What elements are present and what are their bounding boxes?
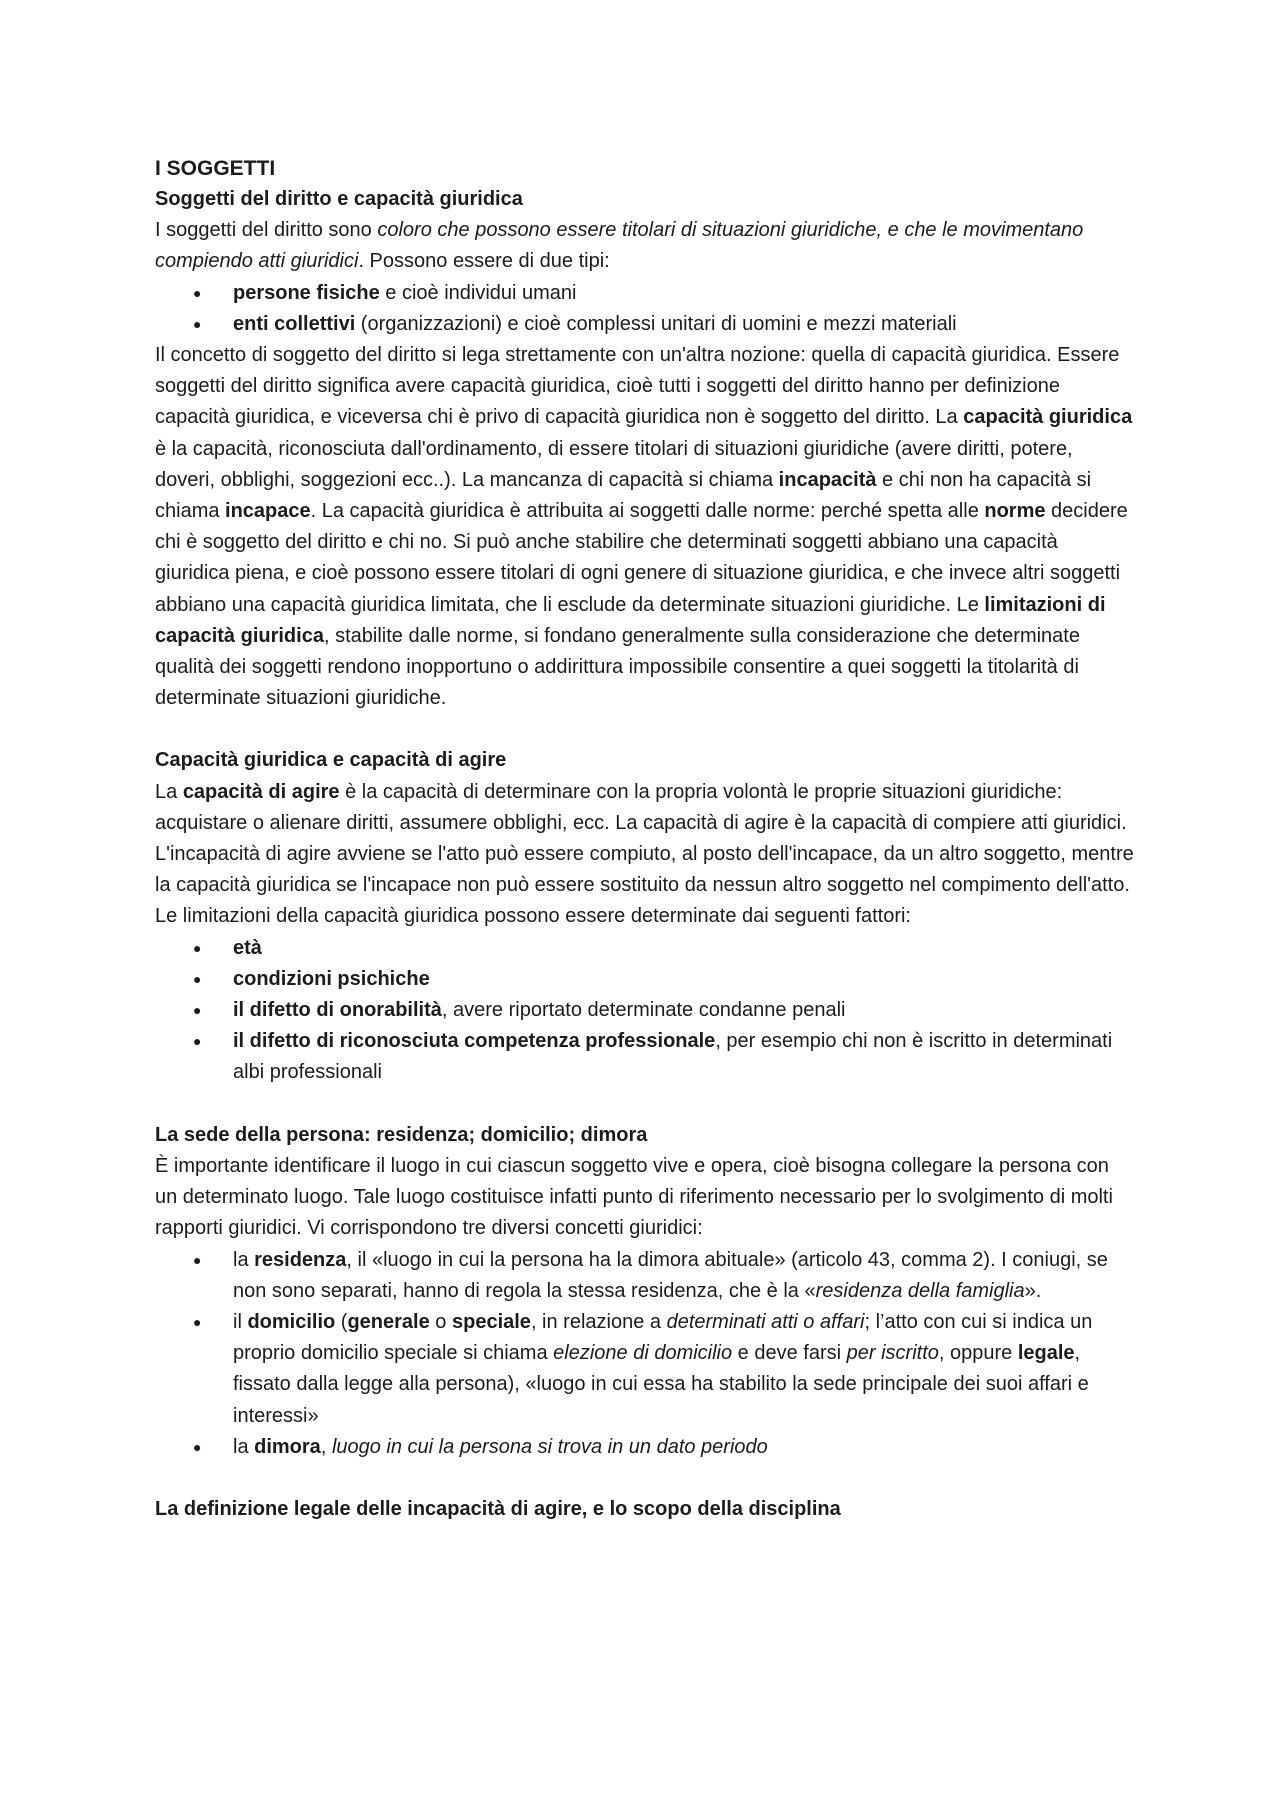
text-run: o xyxy=(429,1310,452,1333)
italic-text: luogo in cui la persona si trova in un dato periodo xyxy=(331,1435,768,1458)
spacer xyxy=(155,1463,1135,1494)
paragraph xyxy=(155,215,1135,277)
text-run: . Possono essere di due tipi: xyxy=(358,250,610,273)
spacer xyxy=(155,714,1135,745)
text-run: I soggetti del diritto sono xyxy=(155,219,378,242)
document-body xyxy=(155,153,1135,1525)
bold-text: condizioni psichiche xyxy=(233,967,430,990)
bold-text: generale xyxy=(347,1310,430,1333)
text-run: , stabilite dalle norme, si fondano generalmente sulla considerazione che determinate qualità dei soggetti rendono inopportuno o addirittura impossibile consentire a quei soggetti la titolarità di determinate situazioni giuridiche. xyxy=(155,624,1080,710)
bold-text: incapace xyxy=(225,500,311,523)
list-item xyxy=(233,964,1135,995)
bold-text: capacità di agire xyxy=(182,780,340,803)
bold-text: capacità giuridica xyxy=(963,406,1133,429)
text-run: la xyxy=(233,1435,255,1458)
bold-text: incapacità xyxy=(778,468,877,491)
text-run: decidere chi è soggetto del diritto e chi no. Si può anche stabilire che determinati soggetti abbiano una capacità giuridica piena, e cioè possono essere titolari di ogni genere di situazione giuridica, e che invece altri soggetti abbiano una capacità giuridica limitata, che li esclude da determinate situazioni giuridiche. Le xyxy=(155,500,1128,616)
text-run: ; l’atto con cui si indica un proprio domicilio speciale si chiama xyxy=(233,1310,1093,1365)
paragraph: È importante identificare il luogo in cui ciascun soggetto vive e opera, cioè bisogna collegare la persona con un determinato luogo. Tale luogo costituisce infatti punto di riferimento necessario per lo svolgimento di molti rapporti giuridici. Vi corrispondono tre diversi concetti giuridici: xyxy=(155,1154,1113,1240)
list-item-residenza xyxy=(233,1245,1135,1307)
section-incapacita-di-agire xyxy=(155,1494,1135,1525)
section-heading: Capacità giuridica e capacità di agire xyxy=(155,749,507,772)
bullet-list xyxy=(155,278,1135,340)
paragraph xyxy=(155,340,1135,714)
section-soggetti-del-diritto xyxy=(155,184,1135,714)
text-run: ( xyxy=(335,1310,348,1333)
text-run: La xyxy=(155,780,183,803)
text-run: Il concetto di soggetto del diritto si lega strettamente con un'altra nozione: quella di capacità giuridica. Essere soggetti del diritto significa avere capacità giuridica, cioè tutti i soggetti del diritto hanno per definizione capacità giuridica, e viceversa chi è privo di capacità giuridica non è soggetto del diritto. La xyxy=(155,344,1120,429)
text-run: , il «luogo in cui la persona ha la dimora abituale» (articolo 43, comma 2). I coniugi, se non sono separati, hanno di regola la stessa residenza, che è la « xyxy=(233,1248,1108,1302)
text-run: (organizzazioni) e cioè complessi unitari di uomini e mezzi materiali xyxy=(355,312,957,335)
text-run: . La capacità giuridica è attribuita ai soggetti dalle norme: perché spetta alle xyxy=(310,500,985,523)
list-item-domicilio xyxy=(233,1307,1135,1432)
italic-text: per iscritto xyxy=(846,1342,939,1365)
text-run: , in relazione a xyxy=(530,1310,667,1333)
text-run: il xyxy=(233,1310,248,1333)
text-run: , per esempio chi non è iscritto in determinati albi professionali xyxy=(233,1030,1113,1084)
section-capacita-di-agire xyxy=(155,745,1135,1088)
text-run: , avere riportato determinate condanne penali xyxy=(441,999,846,1022)
bold-text: età xyxy=(233,936,262,959)
bold-text: dimora xyxy=(254,1435,321,1458)
bold-text: limitazioni di capacità giuridica xyxy=(155,593,1106,647)
text-run: e deve farsi xyxy=(732,1342,847,1365)
bold-text: il difetto di riconosciuta competenza professionale xyxy=(233,1030,716,1053)
text-run: è la capacità, riconosciuta dall'ordinamento, di essere titolari di situazioni giuridiche (avere diritti, potere, doveri, obblighi, soggezioni ecc..). La mancanza di capacità si chiama xyxy=(155,437,1073,491)
bold-text: legale xyxy=(1017,1342,1075,1365)
section-heading: La definizione legale delle incapacità di agire, e lo scopo della disciplina xyxy=(155,1497,841,1520)
italic-text: residenza della famiglia xyxy=(815,1279,1025,1302)
list-item xyxy=(233,1026,1135,1088)
section-sede-della-persona xyxy=(155,1120,1135,1463)
text-run: e cioè individui umani xyxy=(379,281,577,304)
bold-text: persone fisiche xyxy=(233,281,380,304)
bold-text: enti collettivi xyxy=(233,312,356,335)
section-heading: Soggetti del diritto e capacità giuridica xyxy=(155,188,523,210)
text-run: , xyxy=(320,1435,332,1458)
italic-text: elezione di domicilio xyxy=(553,1342,733,1365)
spacer xyxy=(155,1089,1135,1120)
paragraph xyxy=(155,777,1135,933)
list-item xyxy=(233,309,1135,340)
text-run: la xyxy=(233,1248,255,1271)
text-run: ». xyxy=(1024,1279,1042,1302)
bullet-list xyxy=(155,1245,1135,1463)
text-run: , oppure xyxy=(938,1342,1018,1365)
text-run: , fissato dalla legge alla persona), «luogo in cui essa ha stabilito la sede principale dei suoi affari e interessi» xyxy=(233,1342,1089,1427)
italic-text: determinati atti o affari xyxy=(666,1310,865,1333)
list-item-dimora xyxy=(233,1432,1135,1463)
text-run: e chi non ha capacità si chiama xyxy=(155,468,1092,523)
section-heading: La sede della persona: residenza; domicilio; dimora xyxy=(155,1123,648,1146)
italic-text: coloro che possono essere titolari di situazioni giuridiche, e che le movimentano compiendo atti giuridici xyxy=(155,219,1084,273)
bold-text: residenza xyxy=(254,1248,347,1271)
bold-text: domicilio xyxy=(247,1310,336,1333)
bullet-list xyxy=(155,933,1135,1089)
list-item xyxy=(233,278,1135,309)
text-run: è la capacità di determinare con la propria volontà le proprie situazioni giuridiche: acquistare o alienare diritti, assumere obblighi, ecc. La capacità di agire è la capacità di compiere atti giuridici. L'incapacità di agire avviene se l'atto può essere compiuto, al posto dell'incapace, da un altro soggetto, mentre la capacità giuridica se l'incapace non può essere sostituito da nessun altro soggetto nel compimento dell'atto. Le limitazioni della capacità giuridica possono essere determinate dai seguenti fattori: xyxy=(155,780,1134,928)
bold-text: speciale xyxy=(451,1310,531,1333)
bold-text: il difetto di onorabilità xyxy=(233,999,442,1022)
list-item xyxy=(233,933,1135,964)
list-item xyxy=(233,995,1135,1026)
document-title: I SOGGETTI xyxy=(155,157,276,180)
bold-text: norme xyxy=(984,500,1046,523)
